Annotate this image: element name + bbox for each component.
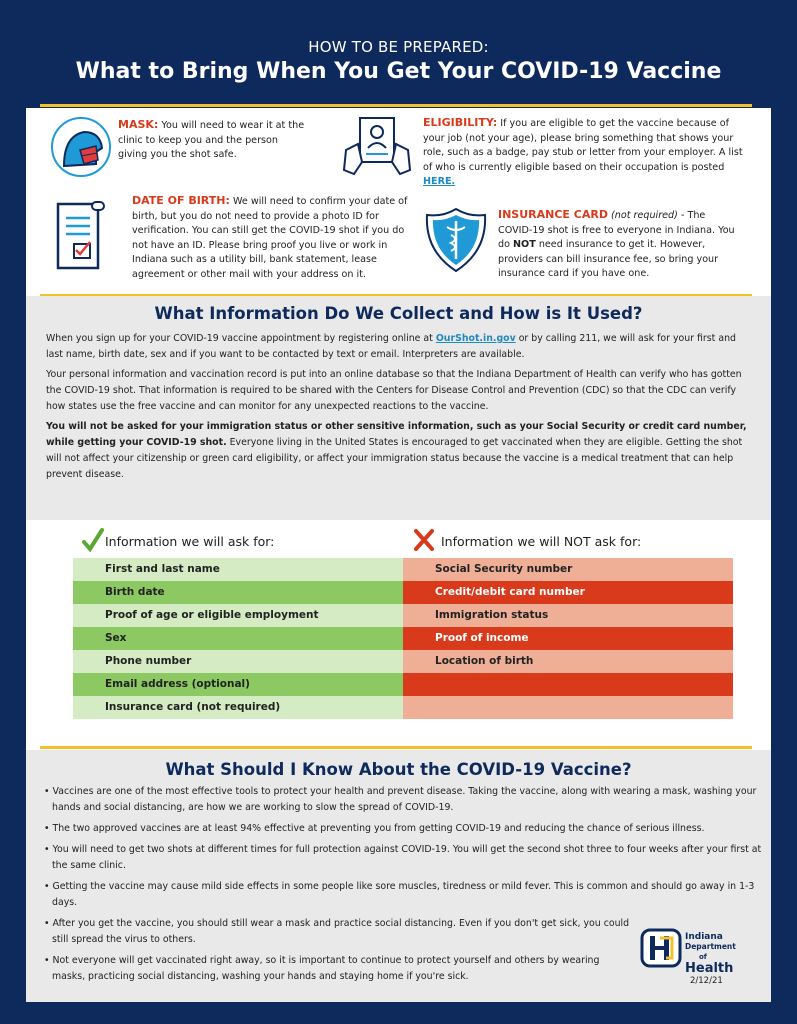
- ask-item: Phone number: [73, 650, 403, 673]
- collect-p1-a: When you sign up for your COVID-19 vaccine appointment by registering online at: [46, 333, 433, 344]
- medical-shield-icon: [421, 205, 491, 275]
- ask-item: First and last name: [73, 558, 403, 581]
- green-check-icon: [82, 528, 104, 552]
- logo-line-2: Department: [685, 942, 736, 951]
- insurance-text-a: - The COVID-19 shot is free to everyone in Indiana. You do: [498, 210, 735, 250]
- collect-p3-rest: Everyone living in the United States is encouraged to get vaccinated when they are eligible. Getting the shot will not affect your citizenship or green card eligibility, or affect your immigration status because the vaccine is a medical treatment that can help prevent disease.: [46, 437, 743, 480]
- gold-divider-bottom: [40, 746, 752, 749]
- collect-paragraph-2: Your personal information and vaccination record is put into an online database so that the Indiana Department of Health can verify who has gotten the COVID-19 shot. That information is required to be shared with the Centers for Disease Control and Prevention (CDC) so that the CDC can verify how states use the free vaccine and can monitor for any unexpected reactions to the vaccine.: [46, 369, 742, 412]
- ask-list-heading: Information we will ask for:: [105, 534, 275, 549]
- collect-title: What Information Do We Collect and How is It Used?: [154, 304, 643, 323]
- insurance-not: NOT: [513, 239, 536, 250]
- insurance-note: (not required): [611, 210, 678, 221]
- notask-item: Social Security number: [403, 558, 733, 581]
- eligibility-label: ELIGIBILITY:: [423, 116, 498, 129]
- header-title: What to Bring When You Get Your COVID-19 Vaccine: [75, 59, 722, 84]
- vaccine-fact: • After you get the vaccine, you should still wear a mask and practice social distancing. Even if you don't get sick, you could still spread the virus to others.: [44, 916, 644, 948]
- ask-item: Proof of age or eligible employment: [73, 604, 403, 627]
- eligibility-item: [423, 116, 743, 190]
- logo-line-3: of: [699, 953, 707, 961]
- collect-p1-b: or by calling 211, we will ask for your first and last name, birth date, sex and if you want to be contacted by text or email. Interpreters are available.: [46, 333, 736, 360]
- vaccine-fact: • Vaccines are one of the most effective tools to protect your health and prevent disease. Taking the vaccine, along with wearing a mask, washing your hands and social distancing, are how we are working to slow the spread of COVID-19.: [44, 784, 762, 816]
- id-badge-icon: [338, 114, 416, 180]
- notask-item: Proof of income: [403, 627, 733, 650]
- publish-date: 2/12/21: [690, 976, 723, 986]
- ask-item: Sex: [73, 627, 403, 650]
- vaccine-fact: • The two approved vaccines are at least 94% effective at preventing you from getting COVID-19 and reducing the chance of serious illness.: [44, 821, 762, 837]
- dob-item: [132, 194, 410, 282]
- notask-item: Credit/debit card number: [403, 581, 733, 604]
- mask-label: MASK:: [118, 118, 159, 131]
- notask-item: Immigration status: [403, 604, 733, 627]
- ourshot-link[interactable]: OurShot.in.gov: [435, 333, 516, 344]
- ask-item: Insurance card (not required): [73, 696, 403, 719]
- dob-text: We will need to confirm your date of birth, but you do not need to provide a photo ID for verification. You can still get the COVID-19 shot if you do not have an ID. Please bring proof you live or work in Indiana such as a utility bill, bank statement, lease agreement or other mail with your address on it.: [132, 196, 408, 280]
- vaccine-facts-title: What Should I Know About the COVID-19 Vaccine?: [165, 760, 632, 779]
- vaccine-fact: • You will need to get two shots at different times for full protection against COVID-19. You will get the second shot three to four weeks after your first at the same clinic.: [44, 842, 762, 874]
- notask-empty-row: [403, 696, 733, 719]
- collect-paragraph-3: [46, 419, 751, 483]
- mask-text: You will need to wear it at the clinic to keep you and the person giving you the shot safe.: [118, 120, 305, 160]
- eligibility-link[interactable]: HERE.: [423, 176, 456, 187]
- insurance-item: [498, 208, 742, 282]
- vaccine-fact: • Getting the vaccine may cause mild side effects in some people like sore muscles, tiredness or mild fever. This is common and should go away in 1-3 days.: [44, 879, 762, 911]
- insurance-label: INSURANCE CARD: [498, 208, 608, 221]
- collect-p3-bold: You will not be asked for your immigration status or other sensitive information, such as your Social Security or credit card number, while getting your COVID-19 shot.: [46, 421, 747, 448]
- document-checklist-icon: [52, 198, 110, 274]
- mask-item: [118, 118, 308, 163]
- indiana-health-logo-icon: [640, 928, 682, 968]
- red-x-icon: [412, 528, 436, 552]
- gold-divider-top: [40, 104, 752, 107]
- vaccine-fact: • Not everyone will get vaccinated right away, so it is important to continue to protect yourself and others by wearing masks, practicing social distancing, washing your hands and staying home if you're sick.: [44, 953, 614, 985]
- logo-line-4: Health: [685, 961, 734, 976]
- collect-section: [26, 296, 771, 520]
- ask-item: Email address (optional): [73, 673, 403, 696]
- header-subtitle: HOW TO BE PREPARED:: [308, 38, 489, 56]
- dob-label: DATE OF BIRTH:: [132, 194, 230, 207]
- insurance-text-b: need insurance to get it. However, providers can bill insurance fee, so bring your insurance card if you have one.: [498, 239, 719, 279]
- logo-wordmark: [685, 932, 736, 975]
- ask-item: Birth date: [73, 581, 403, 604]
- eligibility-text: If you are eligible to get the vaccine because of your job (not your age), please bring something that shows your role, such as a badge, pay stub or letter from your employer. A list of who is currently eligible based on their occupation is posted: [423, 118, 743, 173]
- collect-paragraph-1: [46, 331, 751, 363]
- face-mask-icon: [50, 116, 112, 178]
- notask-list-heading: Information we will NOT ask for:: [441, 534, 642, 549]
- logo-line-1: Indiana: [685, 932, 723, 942]
- notask-empty-row: [403, 673, 733, 696]
- notask-item: Location of birth: [403, 650, 733, 673]
